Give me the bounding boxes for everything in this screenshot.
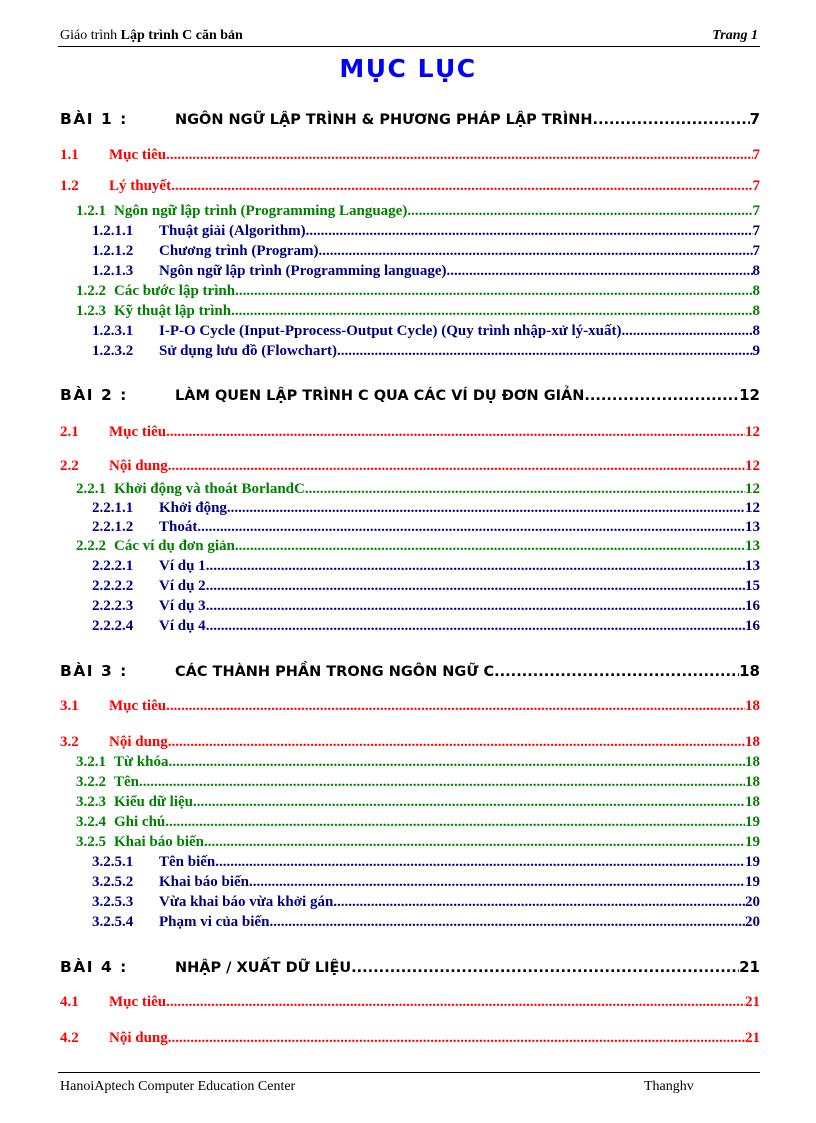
toc-entry-number: 1.2 [60,178,79,194]
toc-entry-title: Phạm vi của biến [159,914,270,930]
toc-entry[interactable] [76,754,760,771]
toc-entry-number: 2.2.1 [76,481,106,497]
toc-entry-title: Vừa khai báo vừa khởi gán [159,894,334,910]
toc-entry-title: Ví dụ 1 [159,558,206,574]
toc-entry-number: 1.2.1.2 [92,243,134,259]
toc-entry[interactable] [92,914,760,931]
toc-entry-title: Chương trình (Program) [159,243,319,259]
toc-entry-page: 20 [745,894,760,910]
toc-entry-page: 18 [745,734,760,750]
toc-entry-title: Mục tiêu [109,698,167,714]
toc-dot-leader [168,458,745,475]
toc-dot-leader [168,1030,745,1047]
toc-entry[interactable] [76,283,760,300]
toc-entry[interactable] [92,578,760,595]
toc-entry[interactable] [76,774,760,791]
toc-entry-title: Thuật giải (Algorithm) [159,223,306,239]
toc-entry-page: 21 [739,958,760,976]
page-header [58,26,760,47]
header-course-name: Lập trình C căn bản [120,28,243,43]
toc-entry-page: 19 [745,814,760,830]
toc-dot-leader [584,388,739,404]
toc-entry[interactable] [92,598,760,615]
toc-entry-title: Khai báo biến [114,834,205,850]
toc-entry-page: 19 [745,874,760,890]
toc-dot-leader [165,814,745,831]
toc-entry-page: 16 [745,618,760,634]
toc-entry-title: Các bước lập trình [114,283,236,299]
toc-entry-page: 13 [745,538,760,554]
toc-entry-title: Nội dung [109,1030,168,1046]
toc-entry-page: 19 [745,834,760,850]
toc-entry-page: 8 [752,283,760,299]
page-title: MỤC LỤC [339,54,477,83]
toc-entry-number: BÀI 2 : [60,386,128,404]
toc-entry[interactable] [76,794,760,811]
toc-entry-title: Các ví dụ đơn giản [114,538,235,554]
toc-entry-number: 4.2 [60,1030,79,1046]
toc-entry-number: 1.2.3 [76,303,106,319]
toc-dot-leader [204,834,745,851]
toc-entry-page: 7 [752,178,760,194]
toc-entry-number: 2.1 [60,424,79,440]
toc-dot-leader [231,303,752,320]
toc-dot-leader [166,147,752,164]
toc-entry-page: 7 [752,203,760,219]
toc-entry-page: 12 [745,481,760,497]
toc-entry[interactable] [76,814,760,831]
toc-entry-title: Nội dung [109,458,168,474]
toc-entry-page: 8 [752,323,760,339]
toc-dot-leader [168,754,745,771]
toc-dot-leader [206,618,745,635]
toc-entry-page: 20 [745,914,760,930]
toc-entry[interactable] [76,303,760,320]
toc-entry-page: 18 [745,754,760,770]
toc-entry-title: Ghi chú [114,814,166,830]
toc-dot-leader [166,698,745,715]
toc-entry-number: 2.2.1.2 [92,519,134,535]
toc-entry-number: 2.2.2.4 [92,618,134,634]
toc-dot-leader [306,223,753,240]
toc-entry-page: 15 [745,578,760,594]
toc-dot-leader [197,519,745,536]
toc-entry[interactable] [92,519,760,536]
toc-entry-page: 7 [752,223,760,239]
toc-entry-page: 13 [745,558,760,574]
toc-entry[interactable] [60,734,760,751]
toc-entry-title: Kỹ thuật lập trình [114,303,232,319]
toc-entry[interactable] [92,558,760,575]
toc-entry[interactable] [76,203,760,220]
toc-entry-number: BÀI 1 : [60,110,128,128]
toc-entry-number: 3.2.3 [76,794,106,810]
toc-entry-number: 3.2.5.3 [92,894,134,910]
toc-entry-number: 3.2 [60,734,79,750]
toc-entry-number: 2.2.2.3 [92,598,134,614]
toc-entry-page: 18 [745,794,760,810]
toc-dot-leader [447,263,753,280]
toc-entry-number: 2.2.2.2 [92,578,134,594]
toc-entry-page: 18 [745,774,760,790]
toc-entry-title: Từ khóa [114,754,169,770]
toc-entry-number: 1.2.1.3 [92,263,134,279]
page-footer [58,1072,760,1094]
toc-entry-title: Ngôn ngữ lập trình (Programming language) [159,263,447,279]
toc-entry[interactable] [60,1030,760,1047]
toc-entry[interactable] [76,481,760,498]
toc-entry-number: 3.2.5 [76,834,106,850]
toc-dot-leader [351,960,739,976]
toc-entry-number: 2.2 [60,458,79,474]
toc-entry-title: Ví dụ 2 [159,578,206,594]
toc-entry-title: Khai báo biến [159,874,250,890]
toc-entry-title: Khởi động [159,500,227,516]
toc-entry[interactable] [92,263,760,280]
toc-dot-leader [305,481,745,498]
toc-dot-leader [171,178,752,195]
toc-entry-page: 18 [739,662,760,680]
toc-entry[interactable] [60,424,760,441]
toc-entry-page: 21 [745,994,760,1010]
toc-entry-title: Mục tiêu [109,147,167,163]
toc-entry[interactable] [92,894,760,911]
toc-dot-leader [235,538,745,555]
footer-organization: HanoiAptech Computer Education Center [60,1079,296,1094]
toc-dot-leader [621,323,752,340]
toc-entry-number: 2.2.2 [76,538,106,554]
toc-entry-title: Kiểu dữ liệu [114,794,194,810]
toc-entry-number: 2.2.1.1 [92,500,134,516]
toc-entry-title: Sử dụng lưu đồ (Flowchart) [159,343,338,359]
toc-dot-leader [227,500,745,517]
toc-entry-page: 7 [752,147,760,163]
toc-entry-number: 1.2.2 [76,283,106,299]
toc-entry-number: 1.2.1.1 [92,223,134,239]
toc-entry[interactable] [92,874,760,891]
toc-entry-number: 3.2.5.2 [92,874,134,890]
toc-dot-leader [166,424,745,441]
toc-entry-number: 3.2.2 [76,774,106,790]
toc-entry-page: 12 [745,500,760,516]
toc-dot-leader [206,558,745,575]
toc-entry-number: 4.1 [60,994,79,1010]
toc-entry-title: Tên [114,774,140,790]
toc-lesson-entry[interactable] [60,958,760,976]
toc-entry-page: 12 [745,458,760,474]
toc-entry[interactable] [60,698,760,715]
toc-entry-title: CÁC THÀNH PHẦN TRONG NGÔN NGỮ C [175,664,495,680]
toc-entry[interactable] [92,618,760,635]
toc-dot-leader [215,854,745,871]
toc-entry[interactable] [60,178,760,195]
toc-entry-title: Lý thuyết [109,178,172,194]
toc-dot-leader [337,343,752,360]
header-page-number: Trang 1 [712,28,758,43]
toc-entry-page: 18 [745,698,760,714]
toc-entry[interactable] [92,243,760,260]
toc-entry[interactable] [76,538,760,555]
toc-entry-title: Khởi động và thoát BorlandC [114,481,305,497]
toc-entry[interactable] [60,147,760,164]
header-course-title [60,28,243,44]
toc-entry-title: Thoát [159,519,198,535]
toc-entry-title: Ngôn ngữ lập trình (Programming Language) [114,203,408,219]
toc-entry[interactable] [92,323,760,340]
toc-dot-leader [193,794,745,811]
toc-dot-leader [269,914,745,931]
toc-dot-leader [249,874,745,891]
toc-entry-page: 13 [745,519,760,535]
toc-entry-number: 3.2.5.1 [92,854,134,870]
toc-entry-title: Ví dụ 4 [159,618,206,634]
toc-entry-page: 9 [752,343,760,359]
toc-lesson-entry[interactable] [60,110,760,128]
header-prefix: Giáo trình [60,28,121,43]
toc-entry-page: 19 [745,854,760,870]
toc-entry-number: 1.2.3.2 [92,343,134,359]
toc-entry-number: 1.2.1 [76,203,106,219]
toc-entry-title: Mục tiêu [109,994,167,1010]
footer-author: Thanghv [644,1079,694,1094]
toc-entry-number: 3.2.4 [76,814,106,830]
toc-entry-page: 12 [745,424,760,440]
toc-dot-leader [166,994,745,1011]
toc-entry-page: 12 [739,386,760,404]
toc-entry-page: 8 [752,263,760,279]
toc-entry-number: BÀI 4 : [60,958,128,976]
toc-dot-leader [407,203,752,220]
toc-entry-number: 1.2.3.1 [92,323,134,339]
toc-dot-leader [333,894,745,911]
toc-dot-leader [593,112,750,128]
toc-entry-title: I-P-O Cycle (Input-Pprocess-Output Cycle) (Quy trình nhập-xử lý-xuất) [159,323,622,339]
toc-dot-leader [319,243,753,260]
toc-dot-leader [139,774,745,791]
toc-entry-title: Ví dụ 3 [159,598,206,614]
toc-entry-title: NHẬP / XUẤT DỮ LIỆU [175,960,352,976]
toc-entry-number: 3.2.1 [76,754,106,770]
toc-entry-title: Mục tiêu [109,424,167,440]
toc-dot-leader [206,578,745,595]
toc-entry-number: 1.1 [60,147,79,163]
toc-dot-leader [206,598,745,615]
toc-dot-leader [494,664,739,680]
toc-entry[interactable] [60,994,760,1011]
toc-entry-number: 3.1 [60,698,79,714]
toc-entry[interactable] [92,500,760,517]
toc-dot-leader [168,734,745,751]
toc-entry-page: 16 [745,598,760,614]
toc-lesson-entry[interactable] [60,662,760,680]
toc-entry[interactable] [92,854,760,871]
toc-entry-number: 3.2.5.4 [92,914,134,930]
toc-entry-page: 8 [752,303,760,319]
toc-entry-title: Nội dung [109,734,168,750]
toc-entry[interactable] [92,223,760,240]
toc-entry-title: Tên biến [159,854,216,870]
toc-entry-page: 7 [749,110,760,128]
toc-entry-title: NGÔN NGỮ LẬP TRÌNH & PHƯƠNG PHÁP LẬP TRÌNH [175,112,593,128]
toc-entry[interactable] [60,458,760,475]
toc-entry-title: LÀM QUEN LẬP TRÌNH C QUA CÁC VÍ DỤ ĐƠN GIẢN [175,388,585,404]
toc-dot-leader [235,283,752,300]
toc-entry-number: 2.2.2.1 [92,558,134,574]
toc-entry-page: 21 [745,1030,760,1046]
toc-entry[interactable] [76,834,760,851]
toc-entry-page: 7 [752,243,760,259]
toc-entry-number: BÀI 3 : [60,662,128,680]
toc-entry[interactable] [92,343,760,360]
toc-lesson-entry[interactable] [60,386,760,404]
